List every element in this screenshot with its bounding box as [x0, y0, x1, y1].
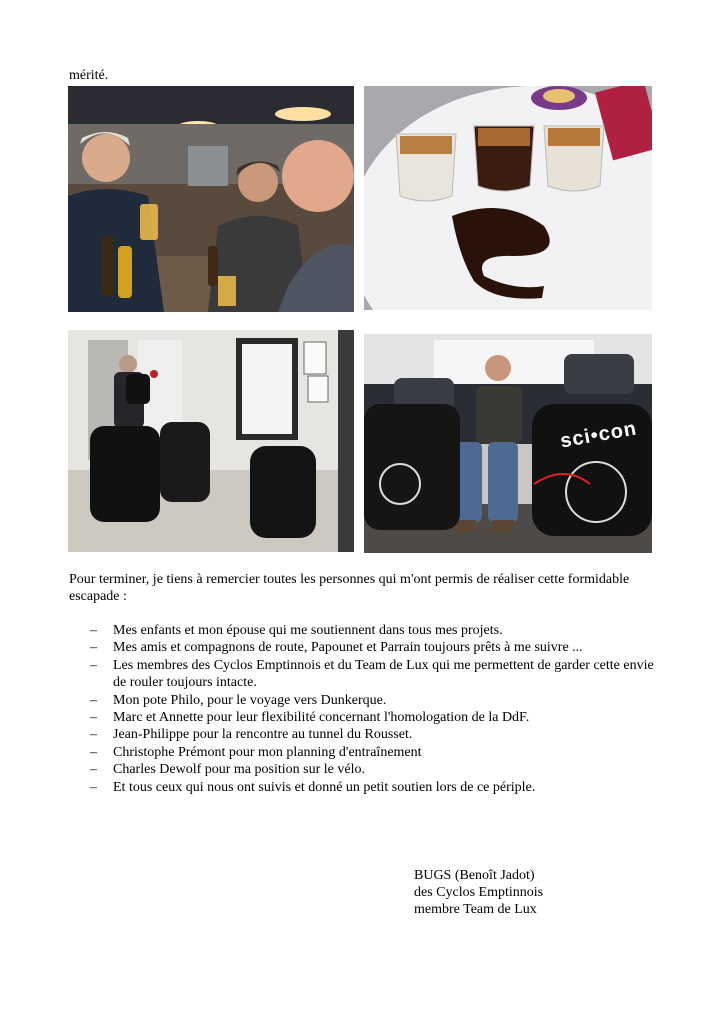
signature-name: BUGS (Benoît Jadot)	[414, 868, 535, 883]
bullet-dash: –	[90, 779, 97, 795]
bar-selfie-image	[68, 86, 354, 312]
list-item	[90, 779, 660, 796]
dessert-photo	[364, 86, 652, 310]
signature-club: des Cyclos Emptinnois	[414, 885, 544, 900]
list-item	[90, 622, 660, 639]
bag-brand-label: sci•con	[558, 417, 639, 453]
list-item	[90, 726, 660, 743]
list-item	[90, 761, 660, 778]
continued-text: mérité.	[69, 68, 109, 83]
list-item-text: Mes enfants et mon épouse qui me soutiennent dans tous mes projets.	[113, 623, 503, 638]
bar-selfie-photo	[68, 86, 354, 312]
bullet-dash: –	[90, 727, 97, 743]
list-item-text: Jean-Philippe pour la rencontre au tunnel du Rousset.	[113, 727, 413, 743]
closing-intro-paragraph: Pour terminer, je tiens à remercier toutes les personnes qui m'ont permis de réaliser cette formidable escapade :	[69, 572, 630, 604]
dessert-image	[364, 86, 652, 310]
bullet-dash: –	[90, 657, 97, 673]
bullet-dash: –	[90, 762, 97, 778]
bullet-dash: –	[90, 692, 97, 708]
list-item-text: Les membres des Cyclos Emptinnois et du Team de Lux qui me permettent de garder cette envie de rouler toujours intacte.	[113, 657, 654, 691]
train-bike-bags-photo	[364, 334, 652, 553]
list-item-text: Mon pote Philo, pour le voyage vers Dunkerque.	[113, 692, 387, 708]
list-item-text: Et tous ceux qui nous ont suivis et donné un petit soutien lors de ce périple.	[113, 779, 536, 795]
list-item	[90, 709, 660, 726]
signature-team: membre Team de Lux	[414, 902, 537, 917]
bullet-dash: –	[90, 744, 97, 760]
bullet-dash: –	[90, 623, 97, 638]
list-item	[90, 744, 660, 761]
acknowledgements-list	[90, 622, 660, 796]
list-item	[90, 639, 660, 656]
signature-block	[414, 867, 543, 918]
station-bike-bags-photo	[68, 330, 354, 552]
list-item-text: Christophe Prémont pour mon planning d'entraînement	[113, 744, 422, 760]
list-item	[90, 692, 660, 709]
list-item	[90, 657, 660, 692]
list-item-text: Marc et Annette pour leur flexibilité concernant l'homologation de la DdF.	[113, 710, 530, 726]
bullet-dash: –	[90, 640, 97, 656]
station-image	[68, 330, 354, 552]
list-item-text: Mes amis et compagnons de route, Papounet et Parrain toujours prêts à me suivre ...	[113, 640, 583, 656]
bullet-dash: –	[90, 710, 97, 726]
list-item-text: Charles Dewolf pour ma position sur le vélo.	[113, 762, 365, 778]
